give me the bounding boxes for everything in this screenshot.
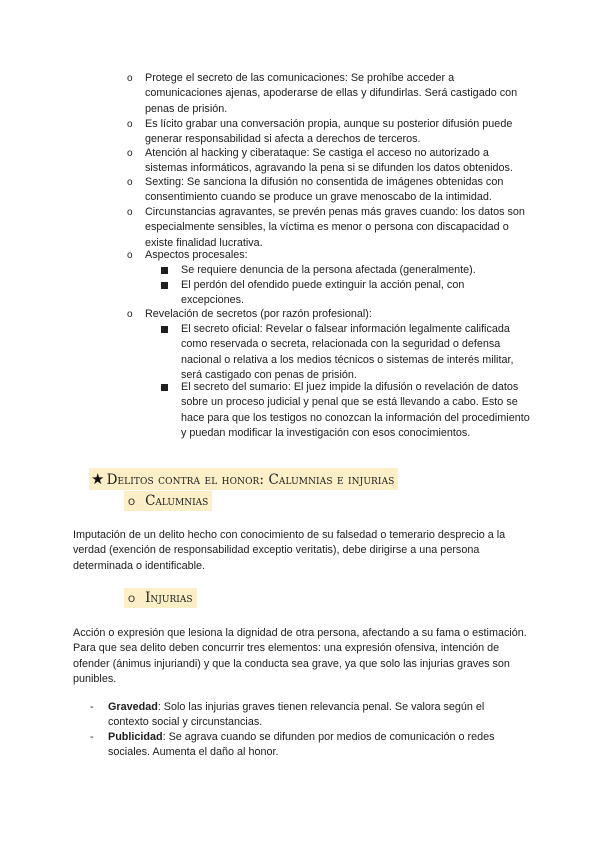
sub-list-item: Se requiere denuncia de la persona afectada (generalmente). xyxy=(181,263,530,278)
list-item: o Revelación de secretos (por razón profesional): xyxy=(145,307,530,322)
list-item: o Protege el secreto de las comunicaciones: Se prohíbe acceder a comunicaciones ajenas, apoderarse de ellas y difundirlas. Será castigado con penas de prisión. xyxy=(127,72,518,115)
list-item: o Atención al hacking y ciberataque: Se castiga el acceso no autorizado a sistemas informáticos, agravando la pena si se difunden los datos obtenidos. xyxy=(127,147,513,175)
list-item: o Circunstancias agravantes, se prevén penas más graves cuando: los datos son especialmente sensibles, la víctima es menor o persona con discapacidad o existe finalidad lucrativa. xyxy=(127,206,525,249)
sub-list-item: El secreto del sumario: El juez impide la difusión o revelación de datos sobre un proceso judicial y penal que se está llevando a cabo. Esto se hace para que los testigos no conozcan la información del procedimiento y puedan modificar la investigación con esos conocimientos. xyxy=(181,380,530,442)
sub-list-item: El perdón del ofendido puede extinguir la acción penal, con excepciones. xyxy=(181,278,530,309)
calumnias-paragraph: Imputación de un delito hecho con conocimiento de su falsedad o temerario desprecio a la verdad (exención de responsabilidad exceptio veritatis), debe dirigirse a una persona determinada o identificable. xyxy=(73,529,506,572)
ring-bullet: o xyxy=(127,73,133,84)
square-bullet xyxy=(161,326,168,333)
subheading-injurias: o Injurias xyxy=(124,588,197,608)
dash-list-item: - Publicidad: Se agrava cuando se difunden por medios de comunicación o redes sociales. Aumenta el daño al honor. xyxy=(90,731,495,759)
list-item: o Es lícito grabar una conversación propia, aunque su posterior difusión puede generar responsabilidad si afecta a derechos de terceros. xyxy=(127,118,513,146)
ring-bullet: o xyxy=(128,494,136,509)
subheading-calumnias: o Calumnias xyxy=(124,491,212,511)
ring-bullet: o xyxy=(127,207,133,218)
ring-bullet: o xyxy=(127,177,133,188)
ring-bullet: o xyxy=(127,119,133,130)
section-heading: ★ Delitos contra el honor: Calumnias e injurias xyxy=(89,468,398,490)
term-label: Publicidad xyxy=(108,731,163,743)
sub-list-item: El secreto oficial: Revelar o falsear información legalmente calificada como reservada o secreta, relacionada con la seguridad o defensa nacional o relativa a los medios técnicos o sistemas de interés militar, será castigado con penas de prisión. xyxy=(181,322,530,384)
injurias-paragraph: Acción o expresión que lesiona la dignidad de otra persona, afectando a su fama o estimación. Para que sea delito deben concurrir tres elementos: una expresión ofensiva, intención de ofender (ánimus injuriandi) y que la conducta sea grave, ya que solo las injurias graves son punibles. xyxy=(73,627,527,686)
square-bullet xyxy=(161,267,168,274)
list-item: o Sexting: Se sanciona la difusión no consentida de imágenes obtenidas con consentimiento cuando se produce un grave menoscabo de la intimidad. xyxy=(127,176,504,204)
dash-bullet: - xyxy=(90,701,94,713)
list-item: o Aspectos procesales: xyxy=(145,248,530,263)
ring-bullet: o xyxy=(127,148,133,159)
dash-list-item: - Gravedad: Solo las injurias graves tienen relevancia penal. Se valora según el contexto social y circunstancias. xyxy=(90,701,485,729)
dash-bullet: - xyxy=(90,731,94,743)
ring-bullet: o xyxy=(127,250,133,261)
ring-bullet: o xyxy=(127,309,133,320)
square-bullet xyxy=(161,282,168,289)
term-label: Gravedad xyxy=(108,701,158,713)
star-icon: ★ xyxy=(91,470,105,488)
ring-bullet: o xyxy=(128,591,136,606)
square-bullet xyxy=(161,384,168,391)
